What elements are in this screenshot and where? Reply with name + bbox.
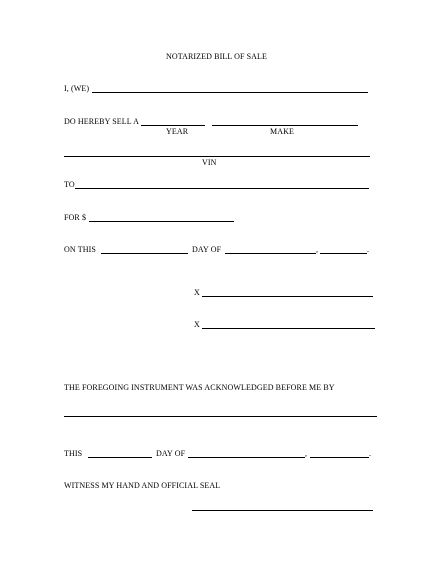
comma-1: , (316, 245, 319, 254)
this-label: THIS (64, 449, 83, 458)
on-this-label: ON THIS (64, 245, 96, 254)
notary-signature-line[interactable] (192, 510, 373, 511)
document-title: NOTARIZED BILL OF SALE (166, 52, 268, 61)
amount-field[interactable] (89, 221, 234, 222)
day-of-label-1: DAY OF (192, 245, 222, 254)
period-1: . (367, 245, 370, 254)
seller-name-field[interactable] (92, 92, 368, 93)
signature-x-2: X (194, 320, 200, 329)
do-hereby-sell-label: DO HEREBY SELL A (64, 117, 140, 126)
make-caption: MAKE (270, 127, 294, 136)
notary-month-field[interactable] (188, 457, 305, 458)
buyer-name-field[interactable] (75, 188, 369, 189)
witness-text: WITNESS MY HAND AND OFFICIAL SEAL (64, 481, 221, 490)
vin-field[interactable] (64, 156, 370, 157)
signature-x-1: X (194, 288, 200, 297)
sale-month-field[interactable] (225, 253, 316, 254)
notary-day-field[interactable] (88, 457, 152, 458)
for-amount-label: FOR $ (64, 213, 87, 222)
period-2: . (369, 449, 372, 458)
to-label: TO (64, 180, 75, 189)
i-we-label: I, (WE) (64, 84, 90, 93)
seller-signature-line-1[interactable] (202, 296, 373, 297)
seller-signature-line-2[interactable] (202, 328, 375, 329)
vin-caption: VIN (202, 158, 217, 167)
day-of-label-2: DAY OF (156, 449, 186, 458)
notary-year-field[interactable] (310, 457, 369, 458)
year-caption: YEAR (166, 127, 189, 136)
comma-2: , (305, 449, 308, 458)
sale-year-field[interactable] (320, 253, 367, 254)
year-field[interactable] (141, 125, 205, 126)
make-field[interactable] (212, 125, 358, 126)
acknowledged-by-field[interactable] (64, 416, 377, 417)
sale-day-field[interactable] (101, 253, 188, 254)
acknowledgement-text: THE FOREGOING INSTRUMENT WAS ACKNOWLEDGED BEFORE ME BY (64, 383, 335, 392)
